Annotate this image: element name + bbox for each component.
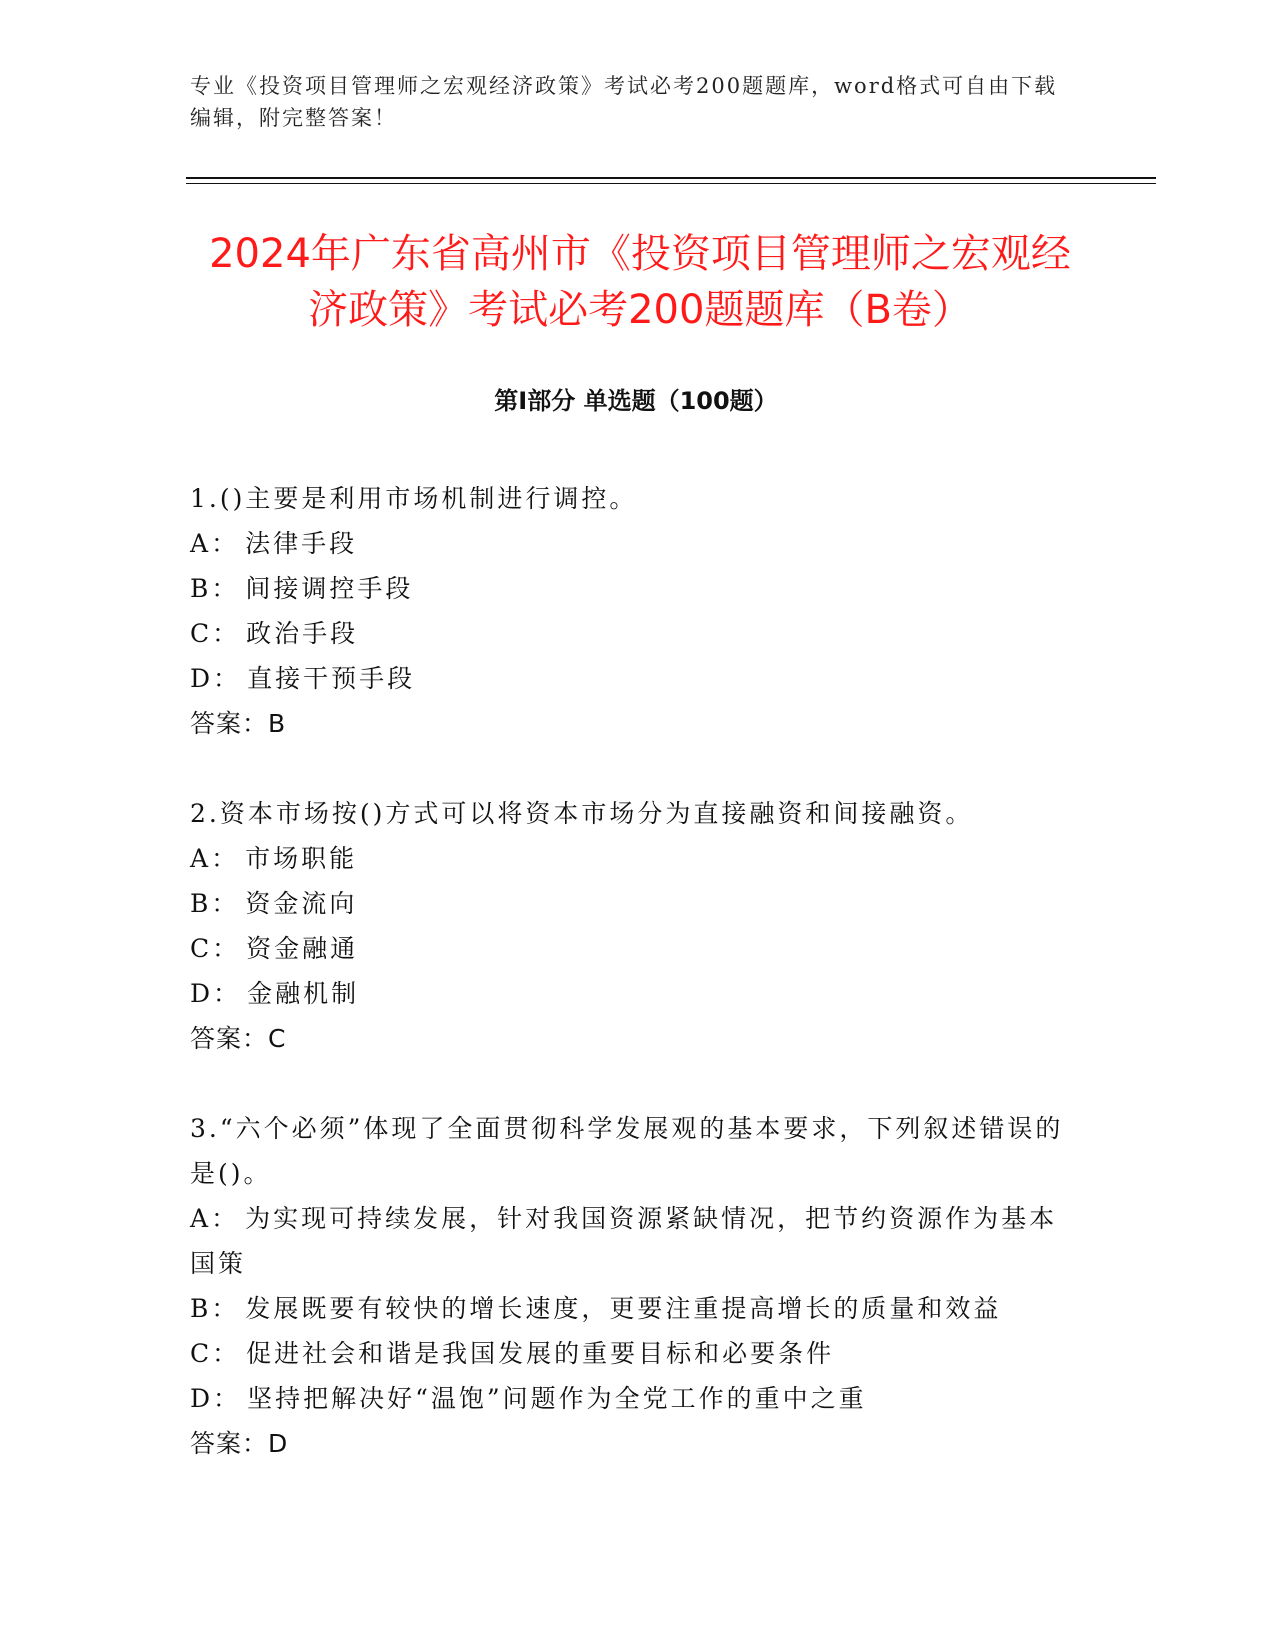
option-key: D [190,1384,214,1413]
section-title: 第Ⅰ部分 单选题（100题） [494,387,778,415]
option-d: D： 坚持把解决好“温饱”问题作为全党工作的重中之重 [190,1384,867,1413]
answer-label: 答案： [190,709,269,738]
option-key: C [190,934,213,963]
header-note: 专业《投资项目管理师之宏观经济政策》考试必考200题题库，word格式可自由下载编辑，附完整答案！ [190,74,1058,130]
header-rule-thin [186,183,1156,184]
option-b: B： 资金流向 [190,889,358,918]
option-text: 法律手段 [245,529,358,558]
option-b: B： 发展既要有较快的增长速度，更要注重提高增长的质量和效益 [190,1294,1002,1323]
option-c: C： 政治手段 [190,619,359,648]
option-key: A [190,844,212,873]
option-key: A [190,1204,212,1233]
answer-label: 答案： [190,1429,269,1458]
document-title: 2024年广东省高州市《投资项目管理师之宏观经济政策》考试必考200题题库（B卷） [209,231,1071,333]
question-stem: 3.“六个必须”体现了全面贯彻科学发展观的基本要求，下列叙述错误的是()。 [190,1114,1064,1188]
answer-line [190,1016,1080,1061]
question-3 [190,1106,1080,1466]
option-b: B： 间接调控手段 [190,574,414,603]
option-text: 直接干预手段 [247,664,416,693]
answer-value: B [268,709,287,738]
answer-value: C [268,1024,287,1053]
option-text: 间接调控手段 [245,574,414,603]
question-list [190,476,1080,1466]
question-2 [190,791,1080,1061]
answer-value: D [268,1429,289,1458]
question-stem: 1.()主要是利用市场机制进行调控。 [190,484,638,513]
option-key: B [190,1294,212,1323]
option-key: C [190,1339,213,1368]
option-text: 坚持把解决好“温饱”问题作为全党工作的重中之重 [247,1384,867,1413]
option-text: 为实现可持续发展，针对我国资源紧缺情况，把节约资源作为基本国策 [190,1204,1058,1278]
option-text: 资金流向 [245,889,358,918]
option-key: B [190,574,212,603]
option-d: D： 直接干预手段 [190,664,416,693]
option-text: 市场职能 [245,844,358,873]
option-d: D： 金融机制 [190,979,360,1008]
option-text: 政治手段 [246,619,359,648]
question-stem: 2.资本市场按()方式可以将资本市场分为直接融资和间接融资。 [190,799,974,828]
option-c: C： 资金融通 [190,934,359,963]
option-a: A： 为实现可持续发展，针对我国资源紧缺情况，把节约资源作为基本国策 [190,1204,1058,1278]
option-key: C [190,619,213,648]
answer-label: 答案： [190,1024,269,1053]
question-1 [190,476,1080,746]
answer-line [190,1421,1080,1466]
option-key: D [190,979,214,1008]
option-text: 促进社会和谐是我国发展的重要目标和必要条件 [246,1339,835,1368]
answer-line [190,701,1080,746]
option-key: A [190,529,212,558]
option-text: 发展既要有较快的增长速度，更要注重提高增长的质量和效益 [245,1294,1002,1323]
option-key: B [190,889,212,918]
option-a: A： 法律手段 [190,529,358,558]
option-text: 金融机制 [247,979,360,1008]
option-key: D [190,664,214,693]
option-text: 资金融通 [246,934,359,963]
option-c: C： 促进社会和谐是我国发展的重要目标和必要条件 [190,1339,835,1368]
header-rule-thick [186,177,1156,179]
option-a: A： 市场职能 [190,844,358,873]
